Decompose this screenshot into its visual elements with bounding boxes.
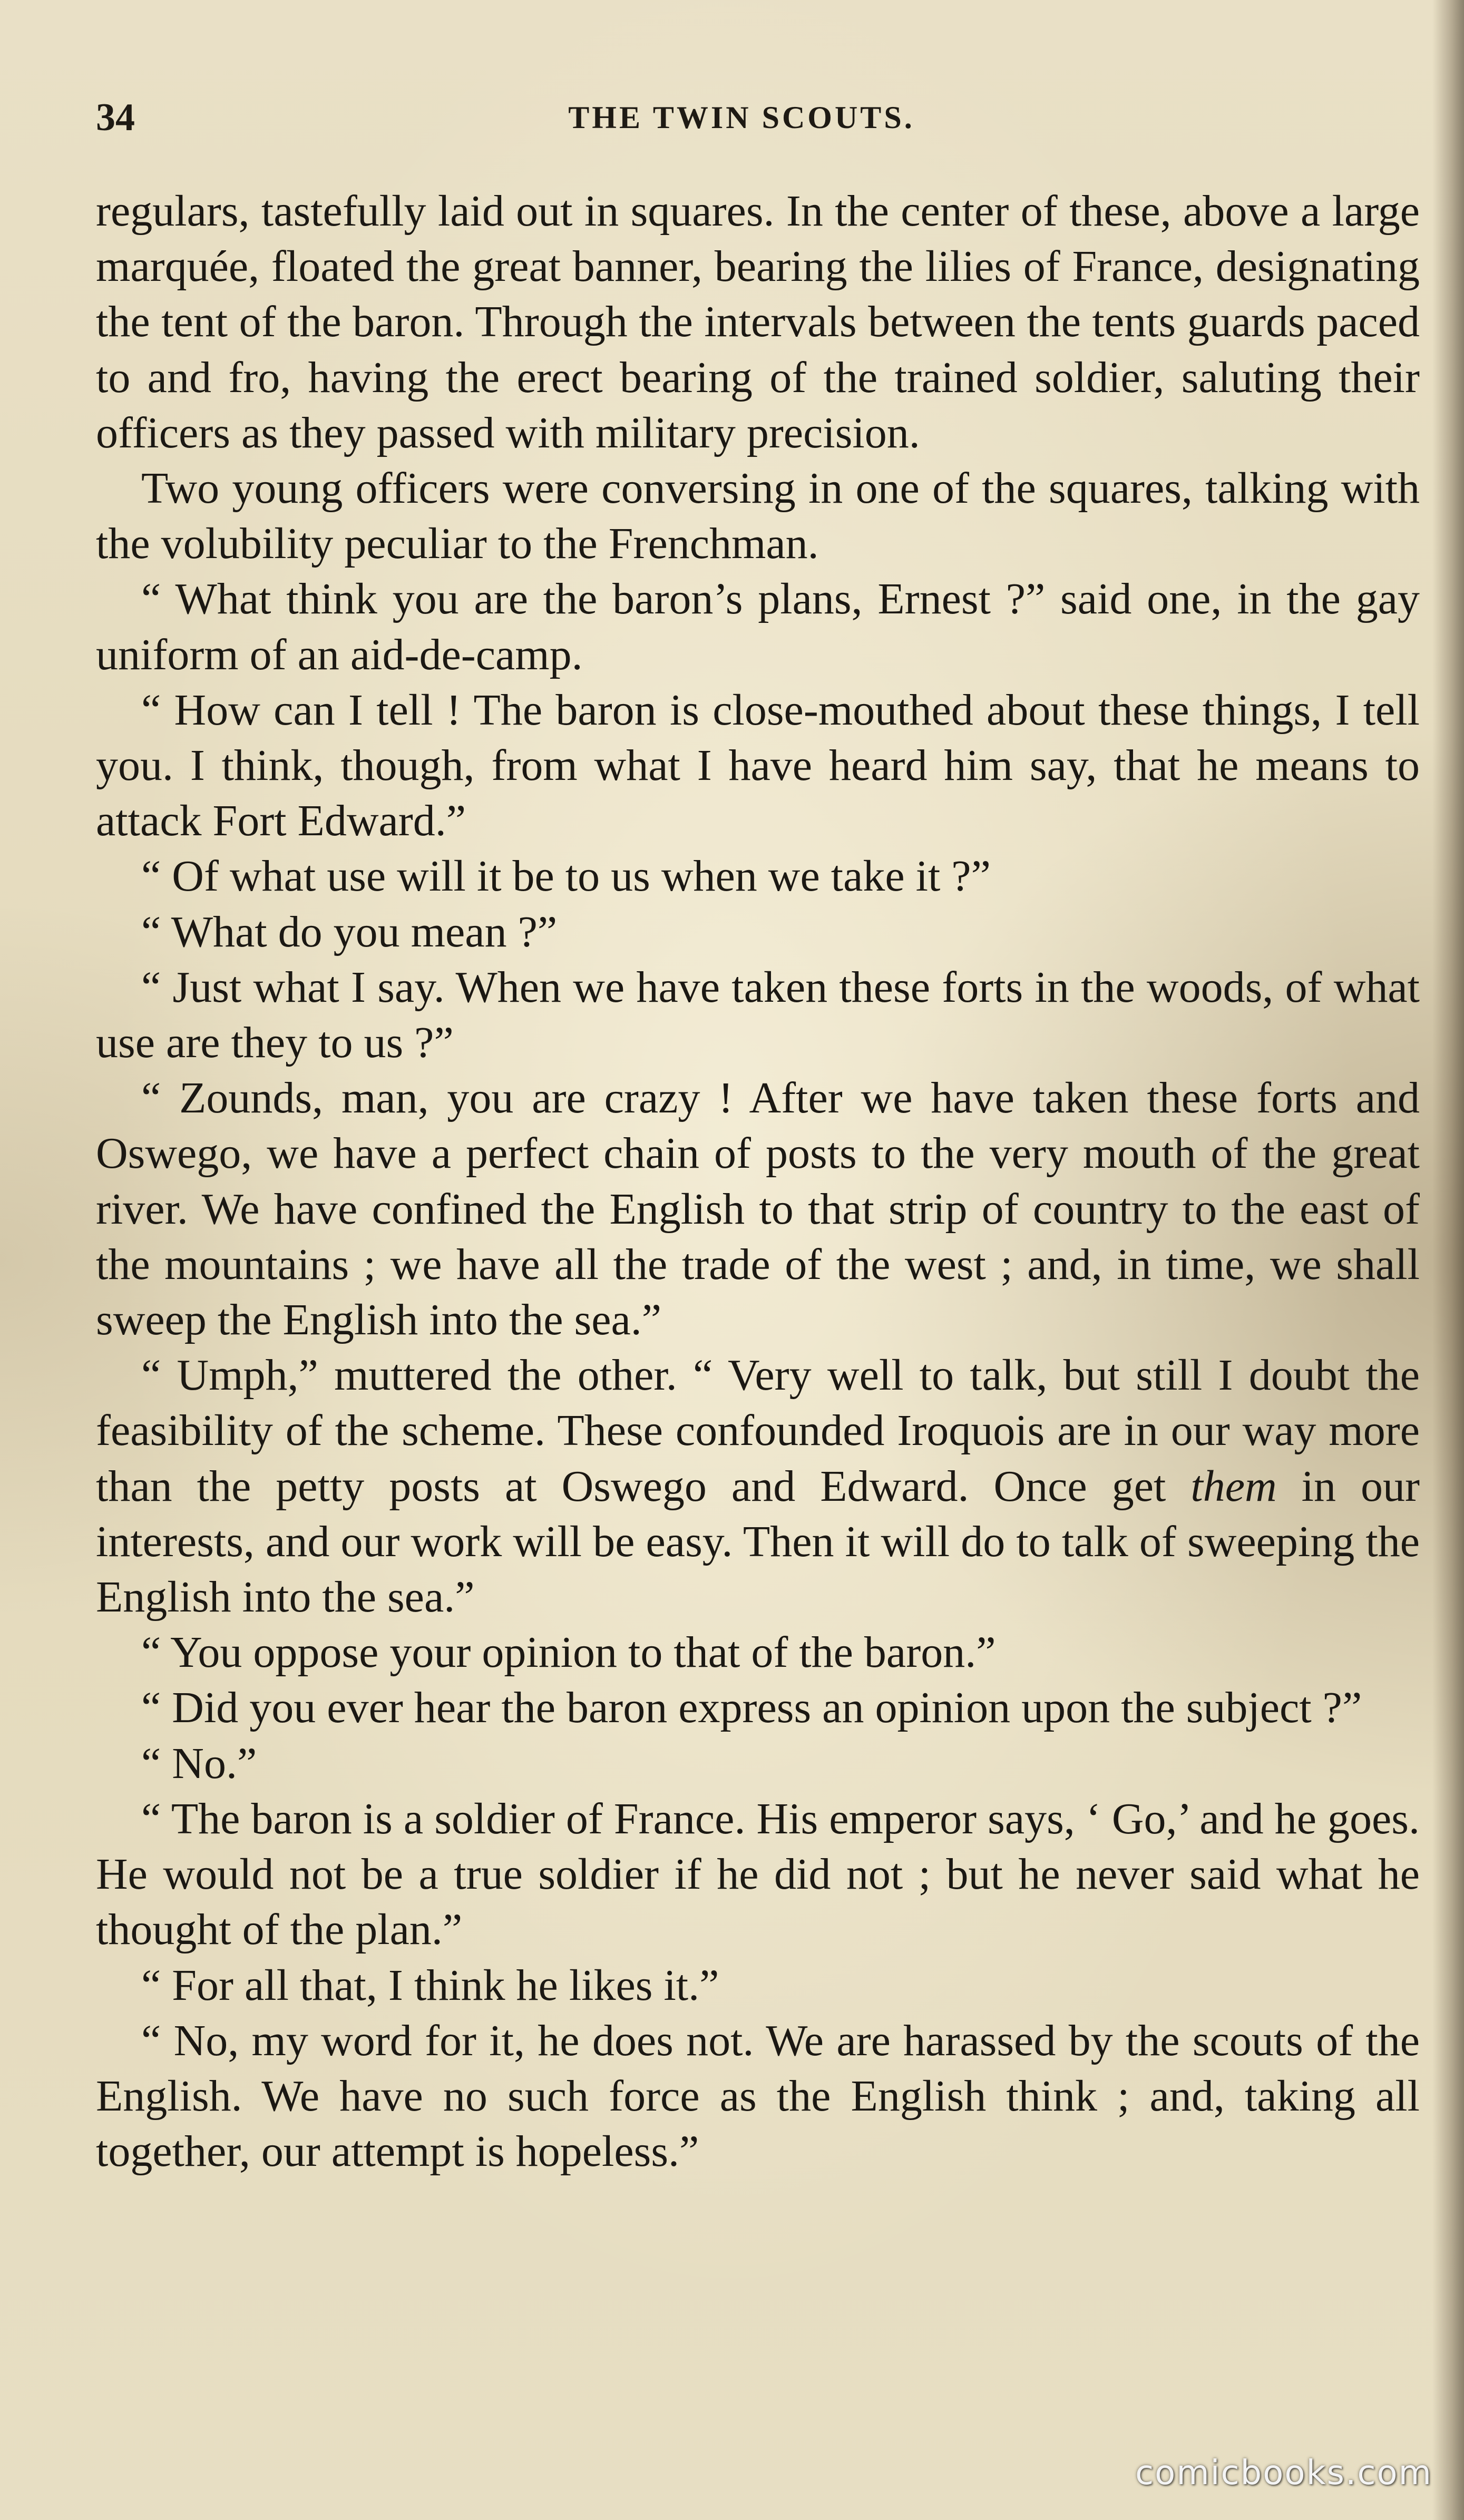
paragraph: “ Of what use will it be to us when we take it ?” [141,852,991,901]
page-gutter-shadow [1432,0,1464,2520]
paragraph: “ The baron is a soldier of France. His emperor says, ‘ Go,’ and he goes. He would not be a true soldier if he did not ; but he never said what he thought of the plan.” [96,1794,1420,1955]
paragraph-text: in our interests, and our work will be easy. Then it will do to talk of sweeping the English into the sea.” [96,1461,1420,1622]
paragraph: “ Did you ever hear the baron express an opinion upon the subject ?” [141,1683,1362,1733]
running-title: THE TWIN SCOUTS. [568,100,915,135]
emphasis: them [1190,1461,1277,1511]
page-number: 34 [96,96,135,139]
paragraph: “ For all that, I think he likes it.” [141,1960,719,2010]
body-text [96,183,1420,2179]
paragraph: “ What think you are the baron’s plans, Ernest ?” said one, in the gay uniform of an aid-de-camp. [96,574,1420,679]
paragraph-text: “ Umph,” muttered the other. “ Very well to talk, but still I doubt the feasibility of the scheme. These confounded Iroquois are in our way more than the petty posts at Oswego and Edward. Once get [96,1351,1420,1511]
page-header [96,89,1387,146]
watermark: comicbooks.com [1135,2454,1432,2493]
paragraph: regulars, tastefully laid out in squares. In the center of these, above a large marquée, floated the great banner, bearing the lilies of France, designating the tent of the baron. Through the intervals between the tents guards paced to and fro, having the erect bearing of the trained soldier, saluting their officers as they passed with military precision. [96,187,1420,457]
paragraph [96,1347,1420,1625]
paragraph: “ How can I tell ! The baron is close-mouthed about these things, I tell you. I think, though, from what I have heard him say, that he means to attack Fort Edward.” [96,685,1420,846]
paragraph: “ No, my word for it, he does not. We are harassed by the scouts of the English. We have no such force as the English think ; and, taking all together, our attempt is hopeless.” [96,2016,1420,2176]
paragraph: “ What do you mean ?” [141,907,558,956]
paragraph: “ Zounds, man, you are crazy ! After we have taken these forts and Oswego, we have a perfect chain of posts to the very mouth of the great river. We have confined the English to that strip of country to the east of the mountains ; we have all the trade of the west ; and, in time, we shall sweep the English into the sea.” [96,1073,1420,1345]
paragraph: “ Just what I say. When we have taken these forts in the woods, of what use are they to us ?” [96,962,1420,1068]
paragraph: Two young officers were conversing in one of the squares, talking with the volubility peculiar to the Frenchman. [96,464,1420,569]
paragraph: “ You oppose your opinion to that of the baron.” [141,1628,996,1677]
paragraph: “ No.” [141,1738,257,1788]
